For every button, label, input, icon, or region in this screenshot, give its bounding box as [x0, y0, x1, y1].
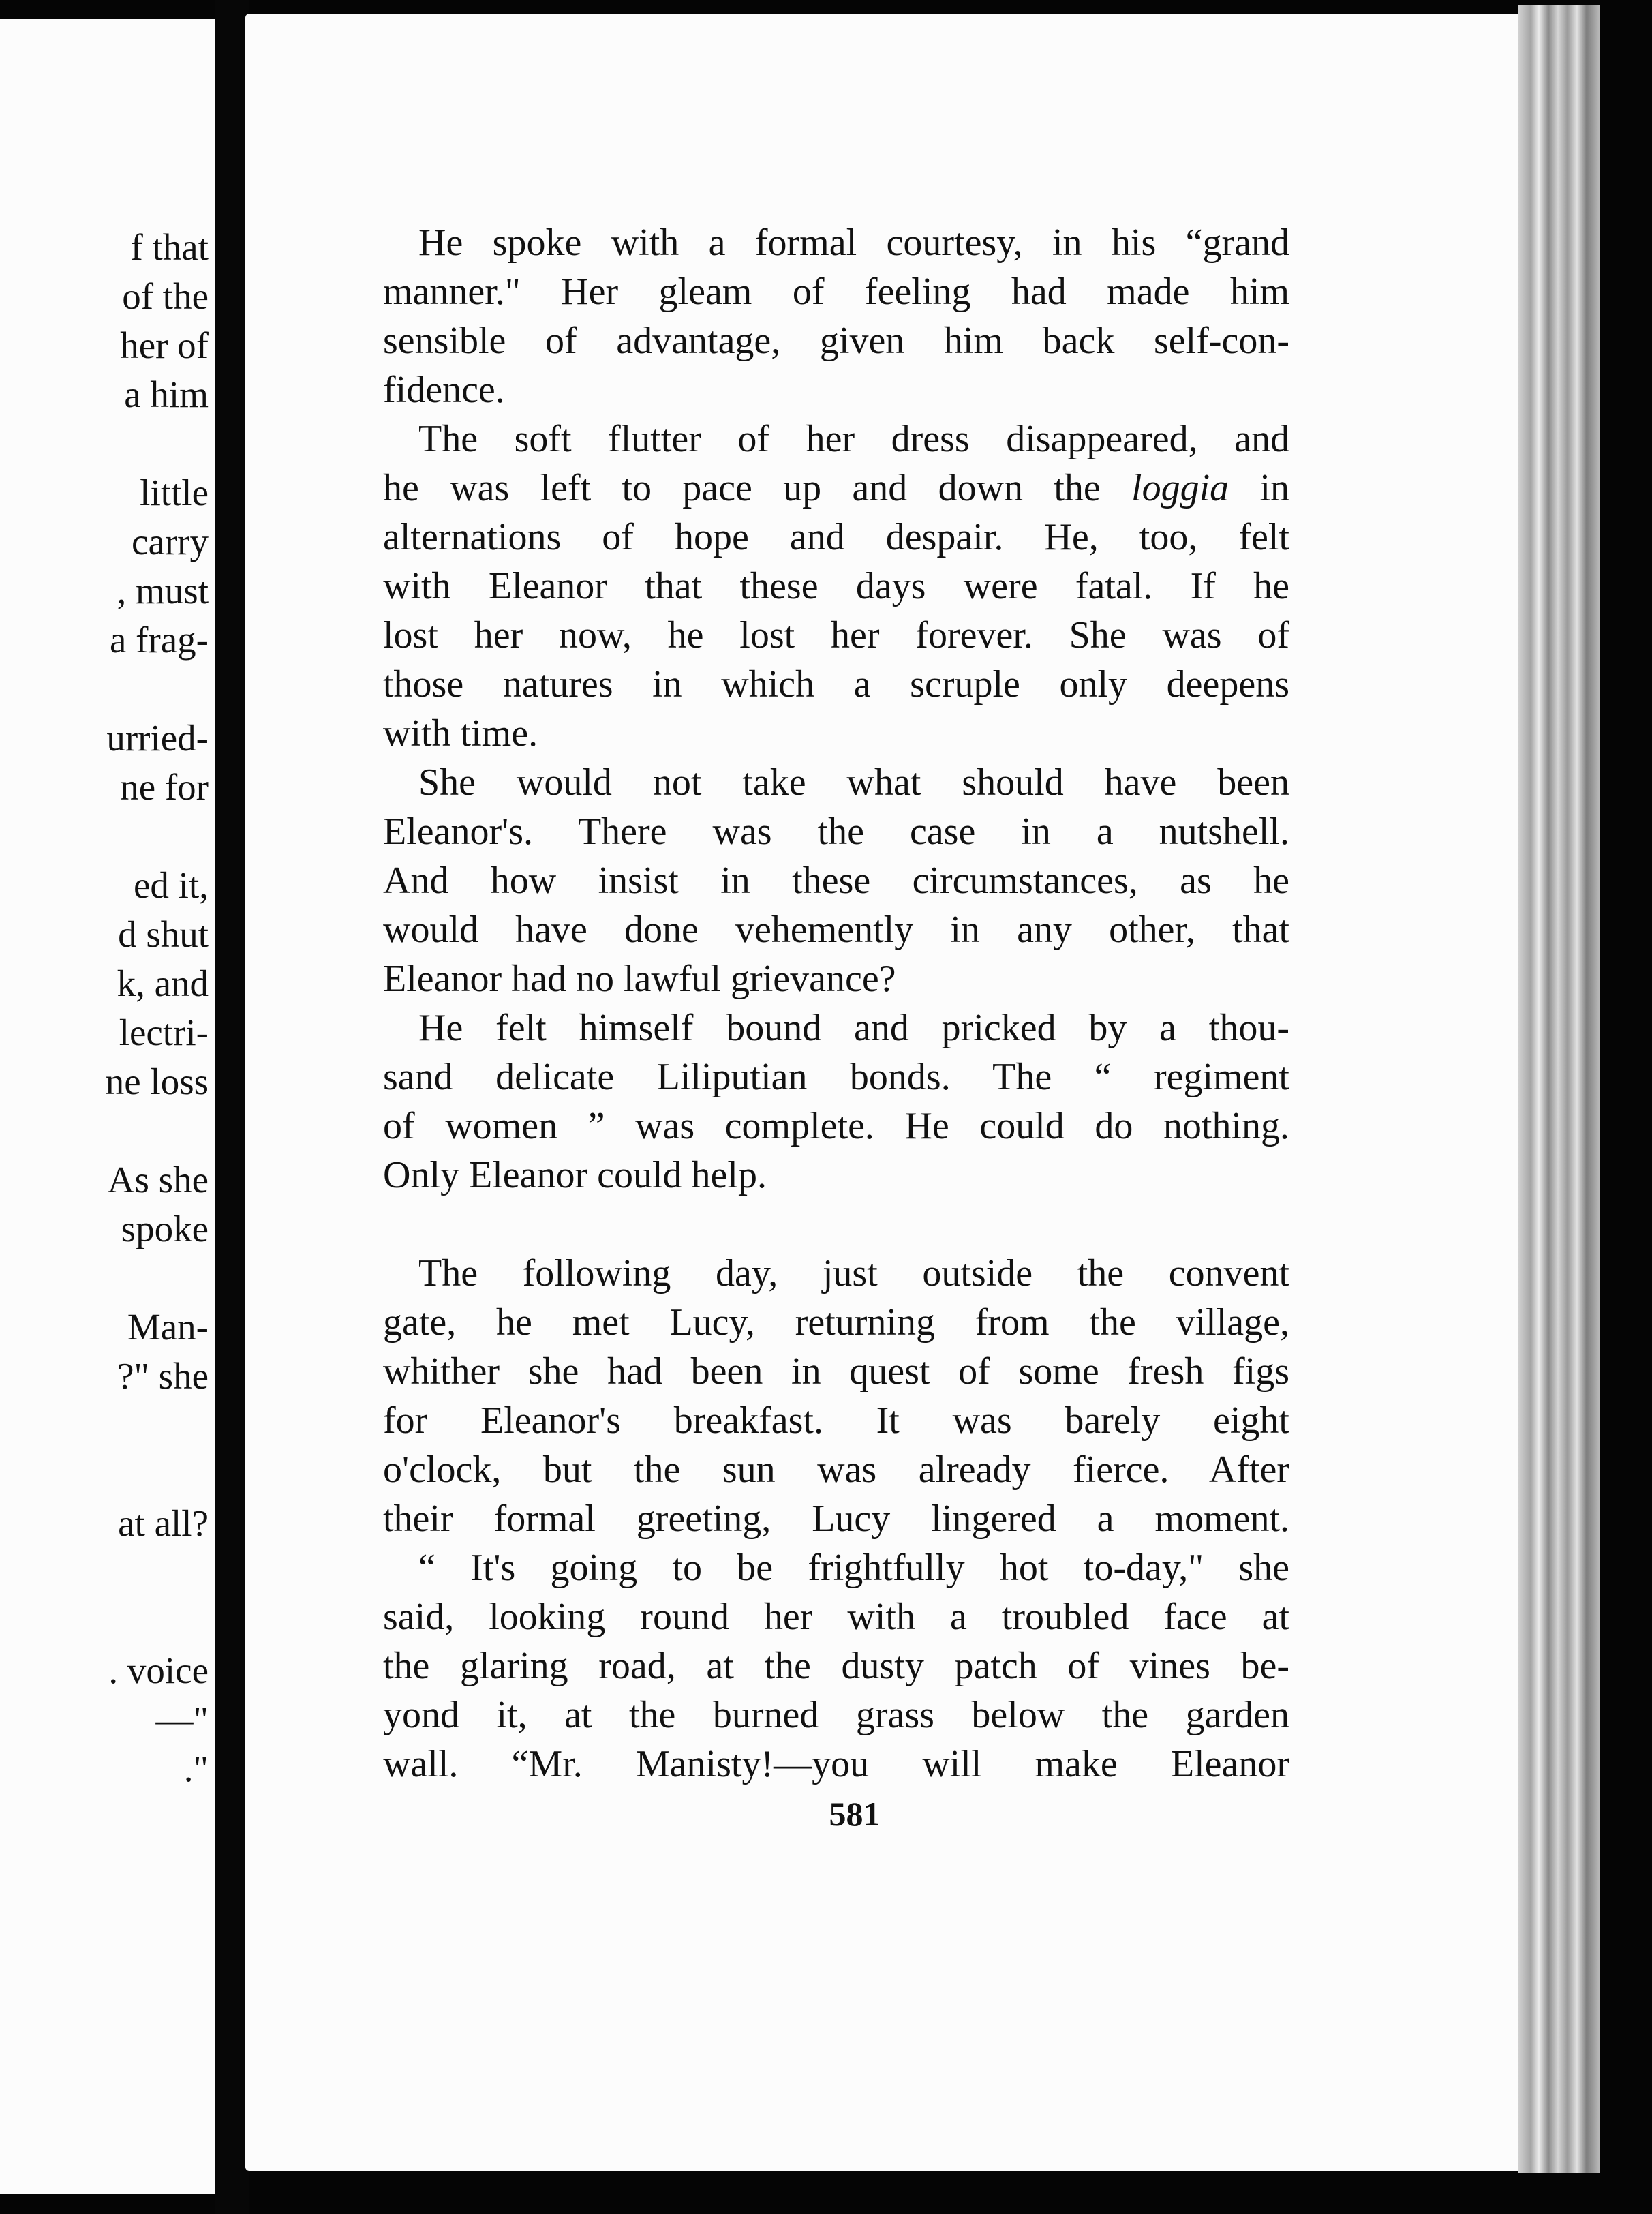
facing-page-line: ne loss: [105, 1061, 209, 1102]
facing-page-line: little: [140, 472, 209, 513]
facing-page-line: a him: [124, 374, 209, 415]
facing-page-line: As she: [107, 1159, 209, 1200]
text-line: fidence.: [383, 369, 505, 411]
facing-page-line: ?" she: [117, 1355, 209, 1397]
italic-word: loggia: [1131, 467, 1229, 509]
text-line: sensible of advantage, given him back self-con-: [383, 320, 1289, 362]
facing-page-line: carry: [132, 521, 209, 562]
text-line: their formal greeting, Lucy lingered a moment.: [383, 1498, 1289, 1540]
book-gutter: [215, 0, 249, 2214]
text-line: [383, 464, 1289, 513]
facing-page-line: , must: [117, 570, 209, 611]
text-line: manner." Her gleam of feeling had made him: [383, 271, 1289, 313]
text-line: He felt himself bound and pricked by a thou-: [418, 1007, 1289, 1049]
page-edges: [1518, 5, 1600, 2173]
facing-page-line: a frag-: [109, 619, 209, 661]
facing-page-line: .": [183, 1748, 209, 1789]
text-line: The soft flutter of her dress disappeared, and: [418, 418, 1289, 460]
facing-page-line: lectri-: [119, 1012, 209, 1053]
text-line: with time.: [383, 712, 538, 755]
text-line: those natures in which a scruple only deepens: [383, 663, 1289, 706]
text-line: of women ” was complete. He could do nothing.: [383, 1105, 1289, 1147]
facing-page-line: f that: [130, 226, 209, 268]
facing-page-line: spoke: [121, 1208, 209, 1249]
text-line-part: in: [1229, 467, 1290, 509]
facing-page-line: k, and: [117, 962, 209, 1004]
facing-page-line: at all?: [118, 1502, 209, 1544]
text-line: yond it, at the burned grass below the garden: [383, 1694, 1289, 1736]
facing-page-line: of the: [122, 275, 209, 317]
text-line: She would not take what should have been: [418, 761, 1289, 804]
facing-page-line: her of: [120, 324, 209, 366]
text-line: would have done vehemently in any other, that: [383, 909, 1289, 951]
facing-page-line: Man-: [127, 1306, 209, 1348]
text-line: said, looking round her with a troubled face at: [383, 1596, 1289, 1638]
facing-page-line: —": [155, 1699, 209, 1740]
text-line: o'clock, but the sun was already fierce. After: [383, 1449, 1289, 1491]
text-line-part: he was left to pace up and down the: [383, 467, 1101, 509]
text-line: Eleanor's. There was the case in a nutshell.: [383, 810, 1289, 853]
text-line: alternations of hope and despair. He, too, felt: [383, 516, 1289, 558]
text-line: Only Eleanor could help.: [383, 1154, 767, 1196]
facing-page-line: ed it,: [134, 864, 209, 906]
text-line: He spoke with a formal courtesy, in his “grand: [418, 222, 1289, 264]
text-line: gate, he met Lucy, returning from the village,: [383, 1301, 1289, 1344]
facing-page-left: [0, 19, 215, 2194]
facing-page-line: d shut: [118, 913, 209, 955]
text-line: wall. “Mr. Manisty!—you will make Eleanor: [383, 1743, 1289, 1785]
text-line: And how insist in these circumstances, as he: [383, 860, 1289, 902]
text-line: The following day, just outside the convent: [418, 1252, 1289, 1294]
text-line: “ It's going to be frightfully hot to-day," she: [418, 1547, 1289, 1589]
facing-page-line: urried-: [106, 717, 209, 759]
page-number: 581: [829, 1795, 881, 1833]
text-line: Eleanor had no lawful grievance?: [383, 958, 896, 1000]
text-line: the glaring road, at the dusty patch of vines be-: [383, 1645, 1289, 1687]
text-line: sand delicate Liliputian bonds. The “ regiment: [383, 1056, 1289, 1098]
facing-page-line: . voice: [108, 1650, 209, 1691]
text-line: lost her now, he lost her forever. She was of: [383, 614, 1289, 656]
facing-page-line: ne for: [120, 766, 209, 808]
text-line: with Eleanor that these days were fatal. If he: [383, 565, 1289, 607]
text-line: for Eleanor's breakfast. It was barely eight: [383, 1399, 1289, 1442]
text-line: whither she had been in quest of some fresh figs: [383, 1350, 1289, 1393]
